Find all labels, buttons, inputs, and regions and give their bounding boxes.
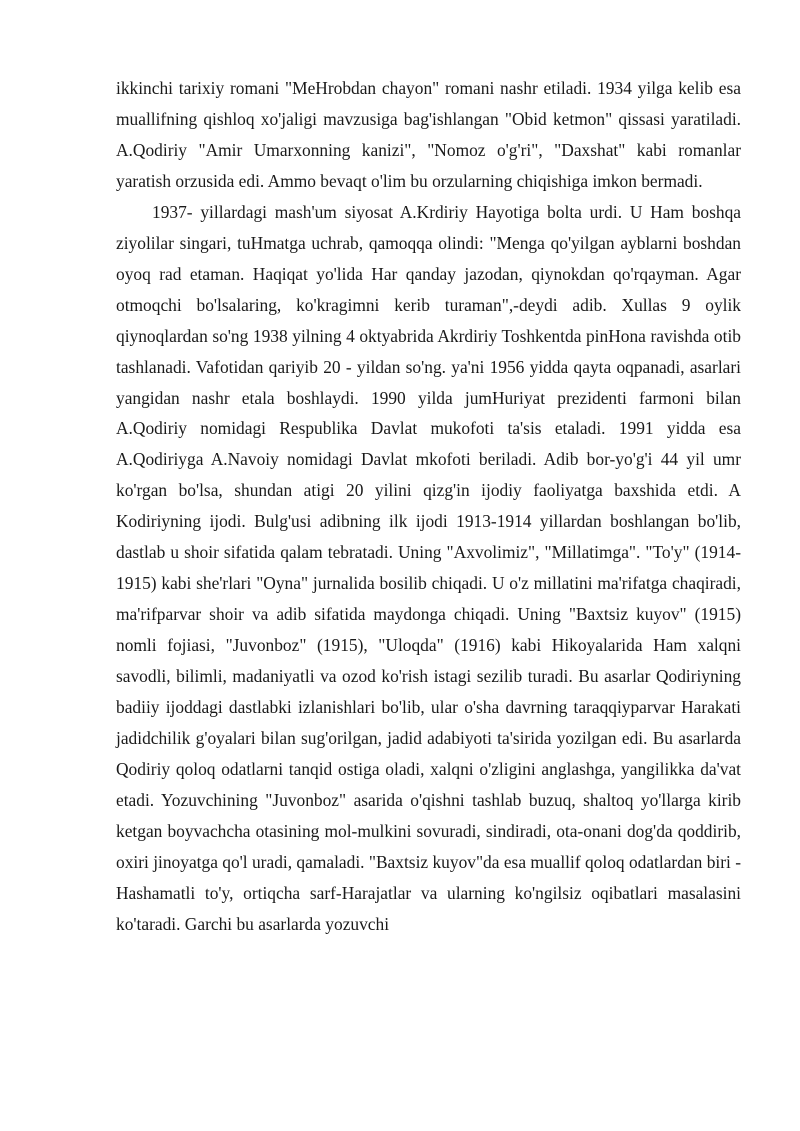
body-text	[116, 73, 741, 940]
paragraph-biography: 1937- yillardagi mash'um siyosat A.Krdiriy Hayotiga bolta urdi. U Ham boshqa ziyolilar singari, tuHmatga uchrab, qamoqqa olindi: "Menga qo'yilgan ayblarni boshdan oyoq rad etaman. Haqiqat yo'lida Har qanday jazodan, qiynokdan qo'rqayman. Agar otmoqchi bo'lsalaring, ko'kragimni kerib turaman",-deydi adib. Xullas 9 oylik qiynoqlardan so'ng 1938 yilning 4 oktyabrida Akrdiriy Toshkentda pinHona ravishda otib tashlanadi. Vafotidan qariyib 20 - yildan so'ng. ya'ni 1956 yidda qayta oqpanadi, asarlari yangidan nashr etala boshlaydi. 1990 yilda jumHuriyat prezidenti farmoni bilan A.Qodiriy nomidagi Respublika Davlat mukofoti ta'sis etaladi. 1991 yidda esa A.Qodiriyga A.Navoiy nomidagi Davlat mkofoti beriladi. Adib bor-yo'g'i 44 yil umr ko'rgan bo'lsa, shundan atigi 20 yilini qizg'in ijodiy faoliyatga baxshida etdi. A Kodiriyning ijodi. Bulg'usi adibning ilk ijodi 1913-1914 yillardan boshlangan bo'lib, dastlab u shoir sifatida qalam tebratadi. Uning "Axvolimiz", "Millatimga". "To'y" (1914-1915) kabi she'rlari "Oyna" jurnalida bosilib chiqadi. U o'z millatini ma'rifatga chaqiradi, ma'rifparvar shoir va adib sifatida maydonga chiqadi. Uning "Baxtsiz kuyov" (1915) nomli fojiasi, "Juvonboz" (1915), "Uloqda" (1916) kabi Hikoyalarida Ham xalqni savodli, bilimli, madaniyatli va ozod ko'rish istagi sezilib turadi. Bu asarlar Qodiriyning badiiy ijoddagi dastlabki izlanishlari bo'lib, ular o'sha davrning taraqqiyparvar Harakati jadidchilik g'oyalari bilan sug'orilgan, jadid adabiyoti ta'sirida yozilgan edi. Bu asarlarda Qodiriy qoloq odatlarni tanqid ostiga oladi, xalqni o'zligini anglashga, yangilikka da'vat etadi. Yozuvchining "Juvonboz" asarida o'qishni tashlab buzuq, shaltoq yo'llarga kirib ketgan boyvachcha otasining mol-mulkini sovuradi, sindiradi, ota-onani dog'da qoddirib, oxiri jinoyatga qo'l uradi, qamaladi. "Baxtsiz kuyov"da esa muallif qoloq odatlardan biri -Hashamatli to'y, ortiqcha sarf-Harajatlar va ularning ko'ngilsiz oqibatlari masalasini ko'taradi. Garchi bu asarlarda yozuvchi	[116, 201, 741, 934]
paragraph-continuation: ikkinchi tarixiy romani "MeHrobdan chayon" romani nashr etiladi. 1934 yilga kelib esa muallifning qishloq xo'jaligi mavzusiga bag'ishlangan "Obid ketmon" qissasi yaratiladi. A.Qodiriy "Amir Umarxonning kanizi", "Nomoz o'g'ri", "Daxshat" kabi romanlar yaratish orzusida edi. Ammo bevaqt o'lim bu orzularning chiqishiga imkon bermadi.	[116, 78, 741, 191]
